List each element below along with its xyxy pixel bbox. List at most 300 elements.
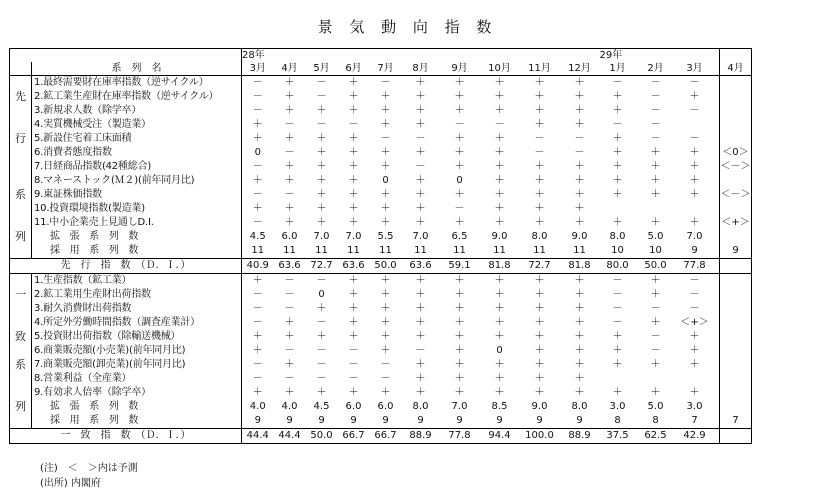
- leading-row: [10, 230, 752, 244]
- value-cell: －: [316, 317, 327, 328]
- value-cell: 7.0: [313, 231, 330, 242]
- leading-row: [10, 216, 752, 230]
- value-cell: 9: [286, 415, 293, 426]
- di-value: 88.9: [560, 429, 600, 444]
- series-name: 6.商業販売額(小売業)(前年同月比): [32, 344, 242, 358]
- month-header: 2月: [636, 62, 676, 76]
- value-cell: ＋: [380, 119, 391, 130]
- apr-cell: [720, 344, 752, 358]
- group-label: 系: [10, 358, 32, 372]
- value-cell: ＋: [454, 373, 465, 384]
- value-cell: 9: [536, 415, 543, 426]
- note-source: (出所) 内閣府: [40, 478, 101, 489]
- di-value: 77.8: [440, 429, 480, 444]
- value-cell: －: [252, 373, 263, 384]
- value-cell: ＋: [316, 203, 327, 214]
- series-name: 6.消費者態度指数: [32, 146, 242, 160]
- di-value: 40.9: [242, 259, 274, 274]
- value-cell: ＋: [689, 161, 700, 172]
- value-cell: 7.0: [345, 231, 362, 242]
- month-header: 3月: [242, 62, 274, 76]
- di-value: 100.0: [520, 429, 560, 444]
- value-cell: ＋: [415, 359, 426, 370]
- apr-cell: ＜－＞: [720, 161, 751, 172]
- di-value: 72.7: [520, 259, 560, 274]
- value-cell: ＋: [252, 331, 263, 342]
- month-header: 10月: [480, 62, 520, 76]
- coincident-row: [10, 316, 752, 330]
- value-cell: ＋: [252, 175, 263, 186]
- value-cell: ＋: [494, 147, 505, 158]
- value-cell: ＋: [454, 387, 465, 398]
- value-cell: ＋: [574, 161, 585, 172]
- value-cell: ＋: [494, 161, 505, 172]
- value-cell: －: [252, 217, 263, 228]
- month-header: 9月: [440, 62, 480, 76]
- month-header: 12月: [560, 62, 600, 76]
- leading-row: [10, 160, 752, 174]
- di-value: 50.0: [370, 259, 402, 274]
- value-cell: ＋: [380, 189, 391, 200]
- value-cell: －: [380, 133, 391, 144]
- value-cell: 4.5: [249, 231, 266, 242]
- di-value: 59.1: [440, 259, 480, 274]
- value-cell: ＋: [689, 331, 700, 342]
- apr-cell: [720, 274, 752, 289]
- value-cell: －: [689, 105, 700, 116]
- value-cell: ＋: [574, 303, 585, 314]
- value-cell: ＋: [689, 175, 700, 186]
- apr-cell: [720, 400, 752, 414]
- value-cell: －: [689, 133, 700, 144]
- value-cell: －: [316, 91, 327, 102]
- value-cell: ＋: [415, 275, 426, 286]
- value-cell: 8.0: [412, 401, 429, 412]
- value-cell: [600, 202, 636, 216]
- value-cell: ＋: [574, 119, 585, 130]
- value-cell: 9.0: [531, 401, 548, 412]
- value-cell: ＋: [316, 147, 327, 158]
- value-cell: －: [316, 77, 327, 88]
- value-cell: ＋: [454, 189, 465, 200]
- value-cell: 6.0: [281, 231, 298, 242]
- value-cell: ＋: [348, 331, 359, 342]
- month-header: 8月: [402, 62, 440, 76]
- year-label-29: 29年: [600, 49, 714, 63]
- value-cell: ＋: [380, 317, 391, 328]
- group-label: 行: [10, 132, 32, 146]
- value-cell: －: [415, 133, 426, 144]
- value-cell: －: [650, 91, 661, 102]
- coincident-row: [10, 358, 752, 372]
- value-cell: ＋: [316, 217, 327, 228]
- value-cell: ＋: [348, 175, 359, 186]
- di-apr: [720, 429, 752, 444]
- apr-cell: 7: [720, 414, 752, 429]
- value-cell: ＋: [454, 77, 465, 88]
- value-cell: ＋: [316, 133, 327, 144]
- value-cell: ＋: [316, 331, 327, 342]
- value-cell: ＋: [348, 275, 359, 286]
- value-cell: ＋: [494, 77, 505, 88]
- value-cell: ＋: [454, 161, 465, 172]
- value-cell: 11: [414, 245, 427, 256]
- value-cell: －: [252, 289, 263, 300]
- di-value: 81.8: [560, 259, 600, 274]
- value-cell: ＋: [348, 77, 359, 88]
- value-cell: 0: [254, 147, 261, 158]
- value-cell: ＋: [494, 373, 505, 384]
- value-cell: －: [252, 189, 263, 200]
- value-cell: ＋: [415, 91, 426, 102]
- value-cell: －: [650, 133, 661, 144]
- value-cell: －: [612, 119, 623, 130]
- di-value: 63.6: [402, 259, 440, 274]
- value-cell: 4.0: [281, 401, 298, 412]
- value-cell: ＋: [612, 105, 623, 116]
- value-cell: 8.0: [571, 401, 588, 412]
- value-cell: ＋: [316, 105, 327, 116]
- value-cell: ＋: [415, 147, 426, 158]
- value-cell: ＋: [316, 161, 327, 172]
- value-cell: ＋: [494, 289, 505, 300]
- group-label: [10, 216, 32, 230]
- group-label: 系: [10, 188, 32, 202]
- coincident-row: [10, 372, 752, 386]
- series-name: 8.マネーストック(Ｍ２)(前年同月比): [32, 174, 242, 188]
- series-name: 1.生産指数（鉱工業）: [32, 274, 242, 289]
- value-cell: －: [316, 275, 327, 286]
- value-cell: ＋: [454, 275, 465, 286]
- value-cell: ＋: [612, 91, 623, 102]
- value-cell: ＋: [316, 303, 327, 314]
- group-label: [10, 244, 32, 259]
- value-cell: ＋: [380, 303, 391, 314]
- value-cell: －: [650, 345, 661, 356]
- value-cell: －: [252, 105, 263, 116]
- value-cell: 10: [611, 245, 624, 256]
- month-header: 3月: [676, 62, 714, 76]
- header-months: [10, 62, 752, 76]
- group-label: [10, 274, 32, 289]
- value-cell: 9: [254, 415, 261, 426]
- value-cell: ＋: [534, 77, 545, 88]
- value-cell: ＋: [494, 189, 505, 200]
- group-label: 致: [10, 330, 32, 344]
- value-cell: ＋: [284, 317, 295, 328]
- di-value: 63.6: [338, 259, 370, 274]
- leading-row: [10, 146, 752, 160]
- value-cell: 9: [318, 415, 325, 426]
- value-cell: －: [454, 203, 465, 214]
- group-label: [10, 386, 32, 400]
- value-cell: ＋: [689, 189, 700, 200]
- value-cell: ＋: [284, 175, 295, 186]
- leading-di-row: [10, 259, 752, 274]
- value-cell: ＋: [534, 91, 545, 102]
- value-cell: 11: [379, 245, 392, 256]
- month-header: 5月: [306, 62, 338, 76]
- value-cell: ＋: [534, 373, 545, 384]
- value-cell: 8.0: [531, 231, 548, 242]
- value-cell: 11: [573, 245, 586, 256]
- apr-cell: [720, 316, 752, 330]
- month-header: 6月: [338, 62, 370, 76]
- value-cell: ＋: [534, 345, 545, 356]
- value-cell: ＋: [650, 289, 661, 300]
- value-cell: －: [689, 275, 700, 286]
- page-title: 景 気 動 向 指 数: [317, 18, 498, 36]
- series-name: 2.鉱工業用生産財出荷指数: [32, 288, 242, 302]
- value-cell: [636, 202, 676, 216]
- value-cell: ＋: [612, 359, 623, 370]
- di-value: 72.7: [306, 259, 338, 274]
- value-cell: 0: [318, 289, 325, 300]
- series-name: 9.有効求人倍率（除学卒）: [32, 386, 242, 400]
- value-cell: ＋: [454, 345, 465, 356]
- value-cell: 8.0: [609, 231, 626, 242]
- value-cell: 0: [382, 175, 389, 186]
- group-label: [10, 302, 32, 316]
- value-cell: ＋: [574, 217, 585, 228]
- value-cell: ＋: [348, 289, 359, 300]
- apr-cell: ＜+＞: [721, 217, 750, 228]
- group-label: [10, 76, 32, 91]
- value-cell: ＋: [494, 217, 505, 228]
- series-name: 9.東証株価指数: [32, 188, 242, 202]
- leading-row: [10, 244, 752, 259]
- apr-cell: [720, 104, 752, 118]
- apr-cell: 9: [720, 244, 752, 259]
- series-name: 4.実質機械受注（製造業）: [32, 118, 242, 132]
- di-value: 81.8: [480, 259, 520, 274]
- value-cell: 11: [283, 245, 296, 256]
- value-cell: ＋: [574, 345, 585, 356]
- coincident-row: [10, 274, 752, 289]
- value-cell: ＋: [284, 105, 295, 116]
- value-cell: ＋: [574, 175, 585, 186]
- value-cell: ＋: [612, 161, 623, 172]
- coincident-row: [10, 288, 752, 302]
- leading-row: [10, 104, 752, 118]
- series-name: 4.所定外労働時間指数（調査産業計）: [32, 316, 242, 330]
- value-cell: ＋: [650, 275, 661, 286]
- value-cell: 9.0: [571, 231, 588, 242]
- value-cell: －: [612, 275, 623, 286]
- value-cell: －: [380, 359, 391, 370]
- apr-cell: [720, 76, 752, 91]
- series-name: 1.最終需要財在庫率指数（逆サイクル）: [32, 76, 242, 91]
- series-name: 拡 張 系 列 数: [32, 400, 242, 414]
- value-cell: ＋: [252, 345, 263, 356]
- value-cell: ＋: [415, 189, 426, 200]
- value-cell: 0: [496, 345, 503, 356]
- value-cell: 6.0: [345, 401, 362, 412]
- value-cell: 6.5: [451, 231, 468, 242]
- value-cell: ＋: [650, 317, 661, 328]
- value-cell: ＋: [534, 161, 545, 172]
- series-name: 3.耐久消費財出荷指数: [32, 302, 242, 316]
- value-cell: 7.0: [686, 231, 703, 242]
- value-cell: ＋: [494, 133, 505, 144]
- value-cell: ＋: [650, 147, 661, 158]
- coincident-row: [10, 400, 752, 414]
- group-label: [10, 160, 32, 174]
- value-cell: －: [284, 275, 295, 286]
- value-cell: 11: [533, 245, 546, 256]
- value-cell: ＋: [534, 303, 545, 314]
- value-cell: ＋: [534, 119, 545, 130]
- value-cell: －: [612, 303, 623, 314]
- value-cell: ＋: [574, 331, 585, 342]
- value-cell: －: [252, 77, 263, 88]
- value-cell: ＋: [252, 119, 263, 130]
- series-name: 拡 張 系 列 数: [32, 230, 242, 244]
- apr-cell: [720, 302, 752, 316]
- group-label: 一: [10, 288, 32, 302]
- apr-header-blank: [720, 49, 752, 63]
- value-cell: ＋: [574, 105, 585, 116]
- value-cell: －: [650, 119, 661, 130]
- value-cell: －: [612, 289, 623, 300]
- group-label: [10, 414, 32, 429]
- value-cell: ＋: [380, 105, 391, 116]
- apr-cell: [720, 90, 752, 104]
- apr-cell: [720, 202, 752, 216]
- di-value: 63.6: [274, 259, 306, 274]
- value-cell: ＋: [534, 331, 545, 342]
- corner-cell: [10, 49, 32, 63]
- series-name: 採 用 系 列 数: [32, 244, 242, 259]
- value-cell: ＋: [284, 91, 295, 102]
- value-cell: 7.0: [412, 231, 429, 242]
- value-cell: －: [689, 77, 700, 88]
- value-cell: ＋: [494, 91, 505, 102]
- apr-cell: ＜0＞: [720, 146, 752, 160]
- value-cell: －: [252, 317, 263, 328]
- value-cell: ＋: [574, 91, 585, 102]
- value-cell: ＋: [494, 175, 505, 186]
- value-cell: 9: [576, 415, 583, 426]
- group-label: 列: [10, 230, 32, 244]
- value-cell: 3.0: [686, 401, 703, 412]
- value-cell: ＋: [415, 289, 426, 300]
- value-cell: －: [348, 119, 359, 130]
- value-cell: 11: [251, 245, 265, 256]
- di-value: 44.4: [242, 429, 274, 444]
- value-cell: ＋: [612, 147, 623, 158]
- coincident-di-row: [10, 429, 752, 444]
- value-cell: ＋: [348, 217, 359, 228]
- value-cell: ＋: [494, 331, 505, 342]
- apr-cell: [720, 132, 752, 146]
- value-cell: ＋: [454, 147, 465, 158]
- value-cell: ＋: [689, 359, 700, 370]
- month-header: 7月: [370, 62, 402, 76]
- series-name: 3.新規求人数（除学卒）: [32, 104, 242, 118]
- series-name: 7.日経商品指数(42種総合): [32, 160, 242, 174]
- value-cell: －: [316, 119, 327, 130]
- leading-row: [10, 188, 752, 202]
- coincident-row: [10, 386, 752, 400]
- value-cell: ＋: [316, 189, 327, 200]
- value-cell: ＋: [348, 303, 359, 314]
- value-cell: ＋: [380, 345, 391, 356]
- value-cell: ＋: [380, 147, 391, 158]
- value-cell: ＋: [284, 203, 295, 214]
- value-cell: ＋: [650, 217, 661, 228]
- di-label: 先 行 指 数 （Ｄ．Ｉ．）: [10, 259, 242, 274]
- value-cell: ＋: [534, 217, 545, 228]
- value-cell: 7: [691, 415, 698, 426]
- coincident-row: [10, 330, 752, 344]
- apr-cell: [720, 330, 752, 344]
- value-cell: ＋: [454, 133, 465, 144]
- value-cell: 11: [493, 245, 506, 256]
- apr-cell: [720, 174, 752, 188]
- apr-cell: [720, 386, 752, 400]
- di-value: 94.4: [480, 429, 520, 444]
- leading-row: [10, 76, 752, 91]
- value-cell: －: [650, 303, 661, 314]
- di-value: 50.0: [636, 259, 676, 274]
- value-cell: ＋: [494, 303, 505, 314]
- value-cell: ＋: [348, 317, 359, 328]
- value-cell: 8.5: [491, 401, 508, 412]
- value-cell: ＋: [380, 387, 391, 398]
- group-label: 列: [10, 400, 32, 414]
- apr-cell: [720, 288, 752, 302]
- group-label: [10, 104, 32, 118]
- value-cell: ＋: [534, 105, 545, 116]
- value-cell: ＋: [689, 147, 700, 158]
- value-cell: ＋: [612, 133, 623, 144]
- value-cell: ＋: [534, 203, 545, 214]
- header-years: [10, 49, 752, 63]
- value-cell: －: [415, 161, 426, 172]
- value-cell: ＋: [415, 331, 426, 342]
- value-cell: －: [348, 345, 359, 356]
- value-cell: 0: [456, 175, 463, 186]
- value-cell: ＋: [380, 331, 391, 342]
- value-cell: ＋: [454, 289, 465, 300]
- value-cell: －: [612, 317, 623, 328]
- year-label-28: 28年: [242, 49, 600, 63]
- value-cell: －: [284, 345, 295, 356]
- value-cell: ＋: [348, 189, 359, 200]
- di-value: 37.5: [600, 429, 636, 444]
- month-header: 11月: [520, 62, 560, 76]
- value-cell: ＋: [574, 203, 585, 214]
- value-cell: ＋: [612, 189, 623, 200]
- value-cell: －: [650, 105, 661, 116]
- value-cell: ＋: [534, 387, 545, 398]
- value-cell: －: [284, 147, 295, 158]
- value-cell: －: [348, 373, 359, 384]
- value-cell: 5.5: [377, 231, 394, 242]
- group-label: [10, 174, 32, 188]
- value-cell: ＋: [348, 387, 359, 398]
- value-cell: ＋: [612, 175, 623, 186]
- value-cell: ＋: [454, 303, 465, 314]
- value-cell: 10: [649, 245, 662, 256]
- value-cell: ＋: [380, 91, 391, 102]
- value-cell: ＋: [650, 189, 661, 200]
- value-cell: ＜+＞: [680, 317, 709, 328]
- value-cell: ＋: [454, 217, 465, 228]
- value-cell: ＋: [415, 77, 426, 88]
- apr-cell: [720, 230, 752, 244]
